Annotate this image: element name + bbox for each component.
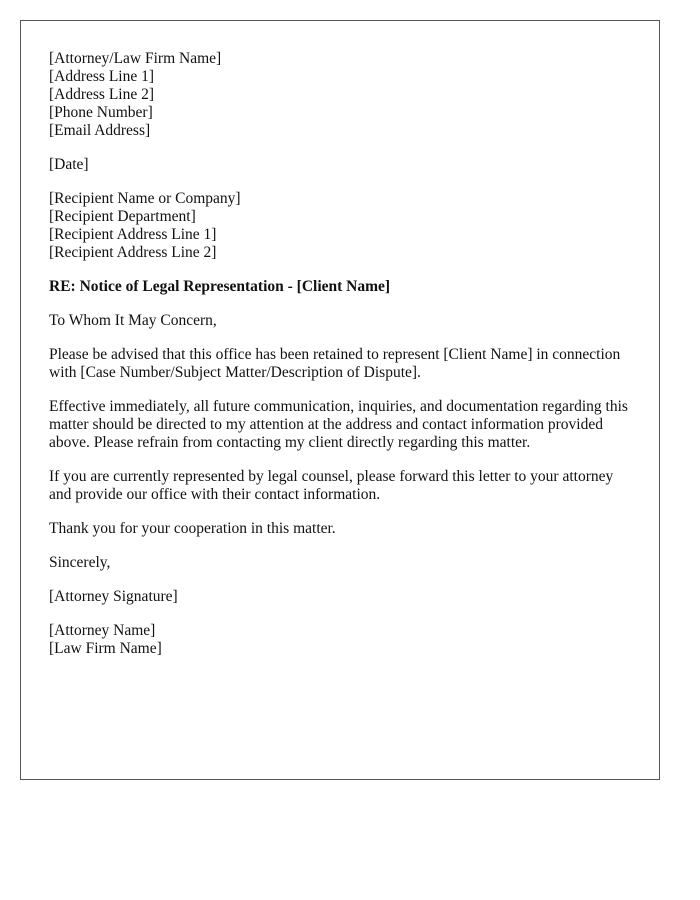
- body-paragraph-text: Thank you for your cooperation in this matter.: [49, 520, 336, 537]
- sender-block: [49, 50, 631, 140]
- body-paragraph: [49, 468, 631, 504]
- salutation-block: [49, 312, 631, 330]
- sender-address-line-1: [Address Line 1]: [49, 68, 155, 85]
- recipient-block: [49, 190, 631, 262]
- body-paragraph: [49, 346, 631, 382]
- attorney-name: [Attorney Name]: [49, 622, 156, 639]
- sender-email: [Email Address]: [49, 122, 151, 139]
- signoff-block: [49, 622, 631, 658]
- signature-placeholder: [Attorney Signature]: [49, 588, 178, 605]
- closing-block: [49, 554, 631, 572]
- body-paragraph: [49, 398, 631, 452]
- sender-address-line-2: [Address Line 2]: [49, 86, 155, 103]
- subject-line: RE: Notice of Legal Representation - [Client Name]: [49, 278, 391, 295]
- sender-name: [Attorney/Law Firm Name]: [49, 50, 222, 67]
- body-paragraph-text: Please be advised that this office has been retained to represent [Client Name] in connection with [Case Number/Subject Matter/Description of Dispute].: [49, 346, 621, 381]
- salutation: To Whom It May Concern,: [49, 312, 217, 329]
- subject-block: [49, 278, 631, 296]
- recipient-address-line-2: [Recipient Address Line 2]: [49, 244, 217, 261]
- letter-date: [Date]: [49, 156, 89, 173]
- closing: Sincerely,: [49, 554, 111, 571]
- letter-page: [20, 20, 660, 780]
- recipient-department: [Recipient Department]: [49, 208, 196, 225]
- firm-name: [Law Firm Name]: [49, 640, 162, 657]
- body-paragraph-text: If you are currently represented by legal counsel, please forward this letter to your attorney and provide our office with their contact information.: [49, 468, 614, 503]
- signature-block: [49, 588, 631, 606]
- body-paragraph: [49, 520, 631, 538]
- date-block: [49, 156, 631, 174]
- body-paragraph-text: Effective immediately, all future communication, inquiries, and documentation regarding this matter should be directed to my attention at the address and contact information provided above. Please refrain from contacting my client directly regarding this matter.: [49, 398, 628, 451]
- recipient-address-line-1: [Recipient Address Line 1]: [49, 226, 217, 243]
- recipient-name: [Recipient Name or Company]: [49, 190, 241, 207]
- sender-phone: [Phone Number]: [49, 104, 153, 121]
